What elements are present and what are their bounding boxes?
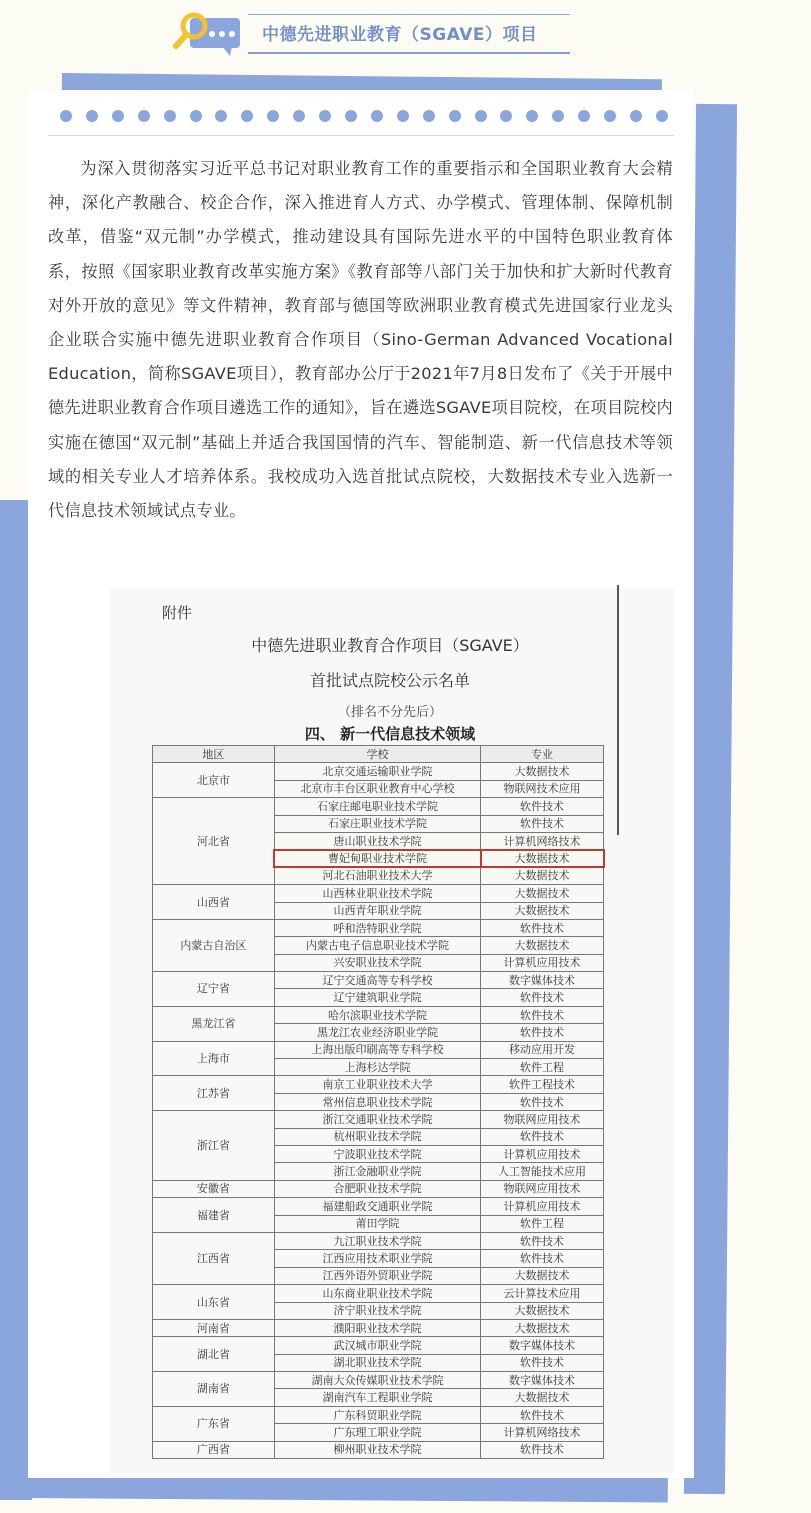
school-cell: 合肥职业技术学院 bbox=[274, 1180, 480, 1197]
major-cell: 物联网应用技术 bbox=[481, 1180, 604, 1197]
decorative-dot bbox=[423, 110, 435, 122]
section-header bbox=[0, 0, 811, 70]
scan-edge-line bbox=[617, 585, 619, 835]
school-cell: 山东商业职业技术学院 bbox=[274, 1285, 480, 1302]
major-cell: 物联网技术应用 bbox=[481, 780, 604, 797]
school-cell: 濮阳职业技术学院 bbox=[274, 1319, 480, 1336]
school-cell: 上海出版印刷高等专科学校 bbox=[274, 1041, 480, 1058]
table-row bbox=[153, 798, 604, 815]
school-cell: 曹妃甸职业技术学院 bbox=[274, 850, 480, 867]
school-cell: 柳州职业技术学院 bbox=[274, 1441, 480, 1458]
school-cell: 黑龙江农业经济职业学院 bbox=[274, 1024, 480, 1041]
region-cell: 浙江省 bbox=[153, 1111, 275, 1181]
school-cell: 江西应用技术职业学院 bbox=[274, 1250, 480, 1267]
major-cell: 软件技术 bbox=[481, 1093, 604, 1110]
major-cell: 计算机应用技术 bbox=[481, 1145, 604, 1162]
school-cell: 广东理工职业学院 bbox=[274, 1424, 480, 1441]
school-cell: 河北石油职业技术大学 bbox=[274, 867, 480, 884]
school-cell: 辽宁交通高等专科学校 bbox=[274, 972, 480, 989]
school-cell: 宁波职业技术学院 bbox=[274, 1145, 480, 1162]
table-header-row bbox=[153, 746, 604, 763]
major-cell: 软件技术 bbox=[481, 1250, 604, 1267]
school-cell: 浙江交通职业技术学院 bbox=[274, 1111, 480, 1128]
document-title-line2: 首批试点院校公示名单 bbox=[309, 671, 470, 690]
major-cell: 大数据技术 bbox=[481, 763, 604, 780]
major-cell: 大数据技术 bbox=[481, 1267, 604, 1284]
dot-divider bbox=[60, 110, 668, 122]
table-row bbox=[153, 1180, 604, 1197]
region-cell: 广西省 bbox=[153, 1441, 275, 1458]
major-cell: 软件技术 bbox=[481, 1406, 604, 1423]
major-cell: 软件工程 bbox=[481, 1059, 604, 1076]
major-cell: 大数据技术 bbox=[481, 1389, 604, 1406]
school-cell: 江西外语外贸职业学院 bbox=[274, 1267, 480, 1284]
table-row bbox=[153, 885, 604, 902]
major-cell: 软件技术 bbox=[481, 1441, 604, 1458]
table-row bbox=[153, 1111, 604, 1128]
decorative-dot bbox=[604, 110, 616, 122]
region-cell: 河南省 bbox=[153, 1319, 275, 1336]
school-cell: 广东科贸职业学院 bbox=[274, 1406, 480, 1423]
region-cell: 山西省 bbox=[153, 885, 275, 920]
document-section-title: 四、 新一代信息技术领域 bbox=[304, 725, 476, 743]
school-list-table bbox=[152, 745, 604, 1459]
school-cell: 北京市丰台区职业教育中心学校 bbox=[274, 780, 480, 797]
major-cell: 大数据技术 bbox=[481, 1302, 604, 1319]
table-row bbox=[153, 1076, 604, 1093]
table-row bbox=[153, 1441, 604, 1458]
major-cell: 数字媒体技术 bbox=[481, 1337, 604, 1354]
header-rule-bottom bbox=[248, 52, 570, 54]
major-cell: 大数据技术 bbox=[481, 867, 604, 884]
school-cell: 湖北职业技术学院 bbox=[274, 1354, 480, 1371]
school-cell: 石家庄邮电职业技术学院 bbox=[274, 798, 480, 815]
decorative-dot bbox=[345, 110, 357, 122]
school-cell: 北京交通运输职业学院 bbox=[274, 763, 480, 780]
region-cell: 辽宁省 bbox=[153, 972, 275, 1007]
table-row bbox=[153, 1006, 604, 1023]
school-cell: 内蒙古电子信息职业技术学院 bbox=[274, 937, 480, 954]
region-cell: 广东省 bbox=[153, 1406, 275, 1441]
region-cell: 内蒙古自治区 bbox=[153, 919, 275, 971]
school-cell: 兴安职业技术学院 bbox=[274, 954, 480, 971]
table-row bbox=[153, 1285, 604, 1302]
school-cell: 唐山职业技术学院 bbox=[274, 832, 480, 849]
school-cell: 湖南大众传媒职业技术学院 bbox=[274, 1372, 480, 1389]
school-cell: 武汉城市职业学院 bbox=[274, 1337, 480, 1354]
table-row bbox=[153, 1041, 604, 1058]
school-cell: 石家庄职业技术学院 bbox=[274, 815, 480, 832]
school-cell: 上海杉达学院 bbox=[274, 1059, 480, 1076]
magnifier-chat-icon bbox=[172, 8, 244, 58]
divider-rule bbox=[48, 135, 674, 136]
decorative-dot bbox=[138, 110, 150, 122]
table-row bbox=[153, 919, 604, 936]
major-cell: 软件技术 bbox=[481, 919, 604, 936]
table-row bbox=[153, 1198, 604, 1215]
school-cell: 常州信息职业技术学院 bbox=[274, 1093, 480, 1110]
table-row bbox=[153, 1372, 604, 1389]
major-cell: 软件技术 bbox=[481, 1024, 604, 1041]
school-cell: 九江职业技术学院 bbox=[274, 1232, 480, 1249]
region-cell: 福建省 bbox=[153, 1198, 275, 1233]
table-row bbox=[153, 972, 604, 989]
major-cell: 大数据技术 bbox=[481, 850, 604, 867]
school-cell: 杭州职业技术学院 bbox=[274, 1128, 480, 1145]
document-note: （排名不分先后） bbox=[337, 705, 442, 720]
region-cell: 安徽省 bbox=[153, 1180, 275, 1197]
decorative-dot bbox=[86, 110, 98, 122]
major-cell: 大数据技术 bbox=[481, 902, 604, 919]
table-row bbox=[153, 1337, 604, 1354]
major-cell: 物联网应用技术 bbox=[481, 1111, 604, 1128]
table-row bbox=[153, 1406, 604, 1423]
school-cell: 济宁职业技术学院 bbox=[274, 1302, 480, 1319]
header-title: 中德先进职业教育（SGAVE）项目 bbox=[262, 25, 538, 45]
school-cell: 山西林业职业技术学院 bbox=[274, 885, 480, 902]
region-cell: 上海市 bbox=[153, 1041, 275, 1076]
major-cell: 计算机网络技术 bbox=[481, 832, 604, 849]
header-rule-top bbox=[248, 14, 570, 15]
table-row bbox=[153, 763, 604, 780]
decorative-dot bbox=[526, 110, 538, 122]
major-cell: 软件技术 bbox=[481, 1128, 604, 1145]
decorative-dot bbox=[293, 110, 305, 122]
major-cell: 数字媒体技术 bbox=[481, 1372, 604, 1389]
major-cell: 云计算技术应用 bbox=[481, 1285, 604, 1302]
decorative-dot bbox=[241, 110, 253, 122]
region-cell: 湖南省 bbox=[153, 1372, 275, 1407]
region-cell: 江西省 bbox=[153, 1232, 275, 1284]
table-row bbox=[153, 1319, 604, 1336]
school-cell: 辽宁建筑职业学院 bbox=[274, 989, 480, 1006]
region-cell: 山东省 bbox=[153, 1285, 275, 1320]
decorative-dot bbox=[60, 110, 72, 122]
major-cell: 软件工程 bbox=[481, 1215, 604, 1232]
attachment-label: 附件 bbox=[162, 604, 193, 622]
major-cell: 大数据技术 bbox=[481, 885, 604, 902]
decorative-dot bbox=[552, 110, 564, 122]
decorative-dot bbox=[475, 110, 487, 122]
column-header-region: 地区 bbox=[153, 746, 275, 763]
decorative-dot bbox=[164, 110, 176, 122]
decorative-dot bbox=[215, 110, 227, 122]
region-cell: 湖北省 bbox=[153, 1337, 275, 1372]
document-title-line1: 中德先进职业教育合作项目（SGAVE） bbox=[251, 636, 529, 655]
column-header-school: 学校 bbox=[274, 746, 480, 763]
school-cell: 哈尔滨职业技术学院 bbox=[274, 1006, 480, 1023]
region-cell: 江苏省 bbox=[153, 1076, 275, 1111]
major-cell: 软件工程技术 bbox=[481, 1076, 604, 1093]
school-cell: 浙江金融职业学院 bbox=[274, 1163, 480, 1180]
school-cell: 山西青年职业学院 bbox=[274, 902, 480, 919]
major-cell: 软件技术 bbox=[481, 798, 604, 815]
school-cell: 呼和浩特职业学院 bbox=[274, 919, 480, 936]
major-cell: 大数据技术 bbox=[481, 1319, 604, 1336]
decorative-dot bbox=[630, 110, 642, 122]
school-cell: 莆田学院 bbox=[274, 1215, 480, 1232]
decorative-dot bbox=[397, 110, 409, 122]
major-cell: 大数据技术 bbox=[481, 937, 604, 954]
major-cell: 计算机应用技术 bbox=[481, 1198, 604, 1215]
decorative-dot bbox=[449, 110, 461, 122]
decorative-dot bbox=[112, 110, 124, 122]
decorative-dot bbox=[578, 110, 590, 122]
major-cell: 移动应用开发 bbox=[481, 1041, 604, 1058]
region-cell: 黑龙江省 bbox=[153, 1006, 275, 1041]
major-cell: 计算机网络技术 bbox=[481, 1424, 604, 1441]
scanned-document bbox=[110, 588, 674, 1473]
content-card bbox=[28, 90, 694, 1478]
major-cell: 软件技术 bbox=[481, 989, 604, 1006]
decorative-dot bbox=[371, 110, 383, 122]
decorative-dot bbox=[500, 110, 512, 122]
major-cell: 计算机应用技术 bbox=[481, 954, 604, 971]
decorative-dot bbox=[267, 110, 279, 122]
decorative-dot bbox=[190, 110, 202, 122]
major-cell: 人工智能技术应用 bbox=[481, 1163, 604, 1180]
article-paragraph: 为深入贯彻落实习近平总书记对职业教育工作的重要指示和全国职业教育大会精神，深化产教融合、校企合作，深入推进育人方式、办学模式、管理体制、保障机制改革，借鉴“双元制”办学模式，推动建设具有国际先进水平的中国特色职业教育体系，按照《国家职业教育改革实施方案》《教育部等八部门关于加快和扩大新时代教育对外开放的意见》等文件精神，教育部与德国等欧洲职业教育模式先进国家行业龙头企业联合实施中德先进职业教育合作项目（Sino-German Advanced Vocational Education，简称SGAVE项目），教育部办公厅于2021年7月8日发布了《关于开展中德先进职业教育合作项目遴选工作的通知》，旨在遴选SGAVE项目院校，在项目院校内实施在德国“双元制”基础上并适合我国国情的汽车、智能制造、新一代信息技术等领域的相关专业人才培养体系。我校成功入选首批试点院校，大数据技术专业入选新一代信息技术领域试点专业。 bbox=[48, 159, 673, 521]
major-cell: 数字媒体技术 bbox=[481, 972, 604, 989]
region-cell: 河北省 bbox=[153, 798, 275, 885]
school-cell: 湖南汽车工程职业学院 bbox=[274, 1389, 480, 1406]
region-cell: 北京市 bbox=[153, 763, 275, 798]
school-cell: 福建船政交通职业学院 bbox=[274, 1198, 480, 1215]
decorative-dot bbox=[656, 110, 668, 122]
table-row bbox=[153, 1232, 604, 1249]
major-cell: 软件技术 bbox=[481, 815, 604, 832]
school-cell: 南京工业职业技术大学 bbox=[274, 1076, 480, 1093]
column-header-major: 专业 bbox=[481, 746, 604, 763]
decorative-dot bbox=[319, 110, 331, 122]
major-cell: 软件技术 bbox=[481, 1006, 604, 1023]
major-cell: 软件技术 bbox=[481, 1232, 604, 1249]
major-cell: 软件技术 bbox=[481, 1354, 604, 1371]
